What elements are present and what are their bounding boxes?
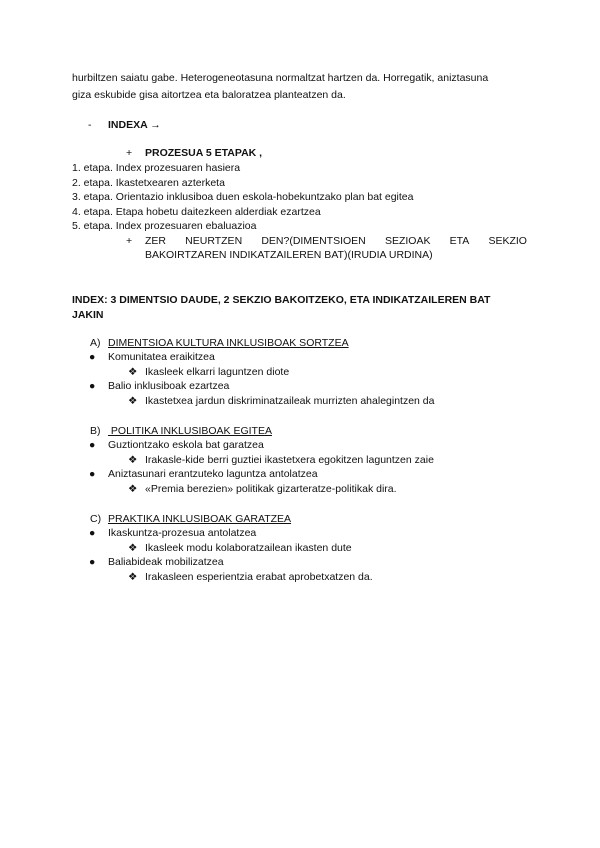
dimension-b-letter: B) <box>90 425 101 437</box>
index-heading: INDEXA → <box>108 119 161 131</box>
dimension-a-title: DIMENTSIOA KULTURA INKLUSIBOAK SORTZEA <box>108 337 349 349</box>
bullet-icon: ● <box>89 380 96 392</box>
section-label: Komunitatea eraikitzea <box>108 351 215 363</box>
step-5: 5. etapa. Index prozesuaren ebaluazioa <box>72 220 257 232</box>
section-label: Ikaskuntza-prozesua antolatzea <box>108 527 257 539</box>
dimension-c-title: PRAKTIKA INKLUSIBOAK GARATZEA <box>108 513 292 525</box>
section-label: Guztiontzako eskola bat garatzea <box>108 439 264 451</box>
question-word: NEURTZEN <box>185 235 243 247</box>
dimension-b-title: POLITIKA INKLUSIBOAK EGITEA <box>108 425 272 437</box>
step-1: 1. etapa. Index prozesuaren hasiera <box>72 162 241 174</box>
index-dash-marker: - <box>88 119 92 131</box>
diamond-bullet-icon: ❖ <box>128 571 138 583</box>
indicator-text: Ikasleek elkarri laguntzen diote <box>145 366 290 378</box>
bullet-icon: ● <box>89 556 96 568</box>
question-plus-marker: + <box>126 235 133 247</box>
section-label: Aniztasunari erantzuteko laguntza antolatzea <box>108 468 318 480</box>
question-line-2: BAKOIRTZAREN INDIKATZAILEREN BAT)(IRUDIA URDINA) <box>145 249 433 261</box>
indicator-text: Irakasle-kide berri guztiei ikastetxera egokitzen laguntzen zaie <box>145 454 434 466</box>
section-label: Balio inklusiboak ezartzea <box>108 380 230 392</box>
indicator-text: Irakasleen esperientzia erabat aprobetxatzen da. <box>145 571 373 583</box>
bullet-icon: ● <box>89 351 96 363</box>
bullet-icon: ● <box>89 468 96 480</box>
question-word: SEKZIO <box>488 235 527 247</box>
intro-line-1: hurbiltzen saiatu gabe. Heterogeneotasuna normaltzat hartzen da. Horregatik, aniztasuna <box>72 72 489 84</box>
index-summary-line-1: INDEX: 3 DIMENTSIO DAUDE, 2 SEKZIO BAKOITZEKO, ETA INDIKATZAILEREN BAT <box>72 294 491 306</box>
diamond-bullet-icon: ❖ <box>128 395 138 407</box>
diamond-bullet-icon: ❖ <box>128 454 138 466</box>
bullet-icon: ● <box>89 527 96 539</box>
section-label: Baliabideak mobilizatzea <box>108 556 224 568</box>
process-title: PROZESUA 5 ETAPAK , <box>145 147 263 159</box>
question-line-1 <box>145 234 527 248</box>
question-word: ZER <box>145 235 166 247</box>
question-word: DEN?(DIMENTSIOEN <box>261 235 366 247</box>
process-plus-marker: + <box>126 147 133 159</box>
diamond-bullet-icon: ❖ <box>128 542 138 554</box>
index-summary-line-2: JAKIN <box>72 309 104 321</box>
indicator-text: Ikasleek modu kolaboratzailean ikasten dute <box>145 542 352 554</box>
step-2: 2. etapa. Ikastetxearen azterketa <box>72 177 225 189</box>
question-word: SEZIOAK <box>384 235 431 247</box>
intro-line-2: giza eskubide gisa aitortzea eta baloratzea planteatzen da. <box>72 89 346 101</box>
indicator-text: Ikastetxea jardun diskriminatzaileak murrizten ahalegintzen da <box>145 395 435 407</box>
diamond-bullet-icon: ❖ <box>128 366 138 378</box>
indicator-text: «Premia berezien» politikak gizarteratze-politikak dira. <box>145 483 397 495</box>
step-3: 3. etapa. Orientazio inklusiboa duen eskola-hobekuntzako plan bat egitea <box>72 191 414 203</box>
bullet-icon: ● <box>89 439 96 451</box>
dimension-c-letter: C) <box>90 513 102 525</box>
question-word: ETA <box>449 235 470 247</box>
diamond-bullet-icon: ❖ <box>128 483 138 495</box>
dimension-a-letter: A) <box>90 337 101 349</box>
step-4: 4. etapa. Etapa hobetu daitezkeen alderdiak ezartzea <box>72 206 321 218</box>
